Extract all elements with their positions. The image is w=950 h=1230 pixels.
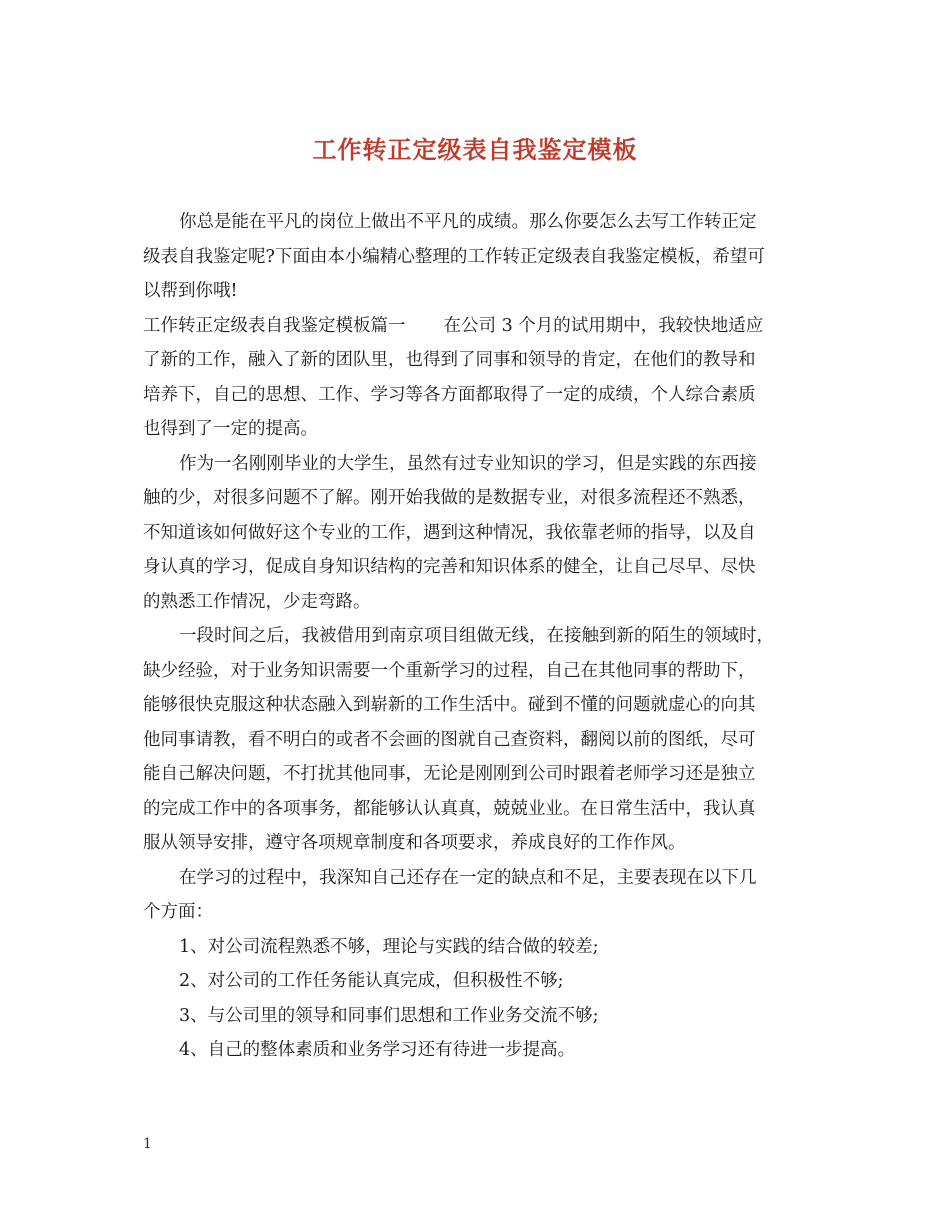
list-item: 1、对公司流程熟悉不够，理论与实践的结合做的较差;	[179, 936, 599, 957]
document-title: 工作转正定级表自我鉴定模板	[312, 135, 638, 164]
paragraph-line: 你总是能在平凡的岗位上做出不平凡的成绩。那么你要怎么去写工作转正定	[179, 212, 757, 232]
paragraph-text: 在公司 3 个月的试用期中，我较快地适应	[443, 315, 764, 336]
paragraph-line: 不知道该如何做好这个专业的工作，遇到这种情况，我依靠老师的指导，以及自	[143, 522, 756, 543]
paragraph-line: 作为一名刚刚毕业的大学生，虽然有过专业知识的学习，但是实践的东西接	[179, 453, 757, 474]
list-item: 4、自己的整体素质和业务学习还有待进一步提高。	[179, 1040, 576, 1060]
paragraph-line: 身认真的学习，促成自身知识结构的完善和知识体系的健全，让自己尽早、尽快	[143, 557, 756, 577]
paragraph-line: 也得到了一定的提高。	[143, 419, 318, 439]
paragraph-line: 能自己解决问题，不打扰其他同事，无论是刚刚到公司时跟着老师学习还是独立	[143, 764, 756, 784]
section-heading: 工作转正定级表自我鉴定模板篇一	[143, 315, 406, 336]
paragraph-line: 服从领导安排，遵守各项规章制度和各项要求，养成良好的工作作风。	[143, 833, 686, 853]
paragraph-line: 一段时间之后，我被借用到南京项目组做无线，在接触到新的陌生的领域时，	[179, 626, 774, 646]
paragraph-line: 在学习的过程中，我深知自己还存在一定的缺点和不足，主要表现在以下几	[179, 867, 757, 888]
paragraph-line: 的熟悉工作情况，少走弯路。	[143, 591, 371, 612]
paragraph-line: 能够很快克服这种状态融入到崭新的工作生活中。碰到不懂的问题就虚心的向其	[143, 695, 756, 715]
page-number: 1	[143, 1136, 152, 1152]
paragraph-line: 他同事请教，看不明白的或者不会画的图就自己查资料，翻阅以前的图纸，尽可	[143, 729, 756, 750]
paragraph-line: 级表自我鉴定呢?下面由本小编精心整理的工作转正定级表自我鉴定模板，希望可	[143, 246, 765, 267]
paragraph-line: 触的少，对很多问题不了解。刚开始我做的是数据专业，对很多流程还不熟悉，	[143, 488, 756, 508]
paragraph-line: 缺少经验，对于业务知识需要一个重新学习的过程，自己在其他同事的帮助下，	[143, 660, 756, 681]
paragraph-line: 个方面：	[143, 902, 213, 922]
section-heading-line	[143, 309, 821, 344]
paragraph-line: 培养下，自己的思想、工作、学习等各方面都取得了一定的成绩，个人综合素质	[143, 384, 756, 405]
paragraph-line: 以帮到你哦!	[143, 281, 238, 301]
document-body	[143, 205, 821, 1068]
list-item: 2、对公司的工作任务能认真完成，但积极性不够;	[179, 971, 564, 991]
paragraph-line: 了新的工作，融入了新的团队里，也得到了同事和领导的肯定，在他们的教导和	[143, 350, 756, 370]
paragraph-line: 的完成工作中的各项事务，都能够认认真真，兢兢业业。在日常生活中，我认真	[143, 798, 756, 819]
list-item: 3、与公司里的领导和同事们思想和工作业务交流不够;	[179, 1005, 599, 1026]
